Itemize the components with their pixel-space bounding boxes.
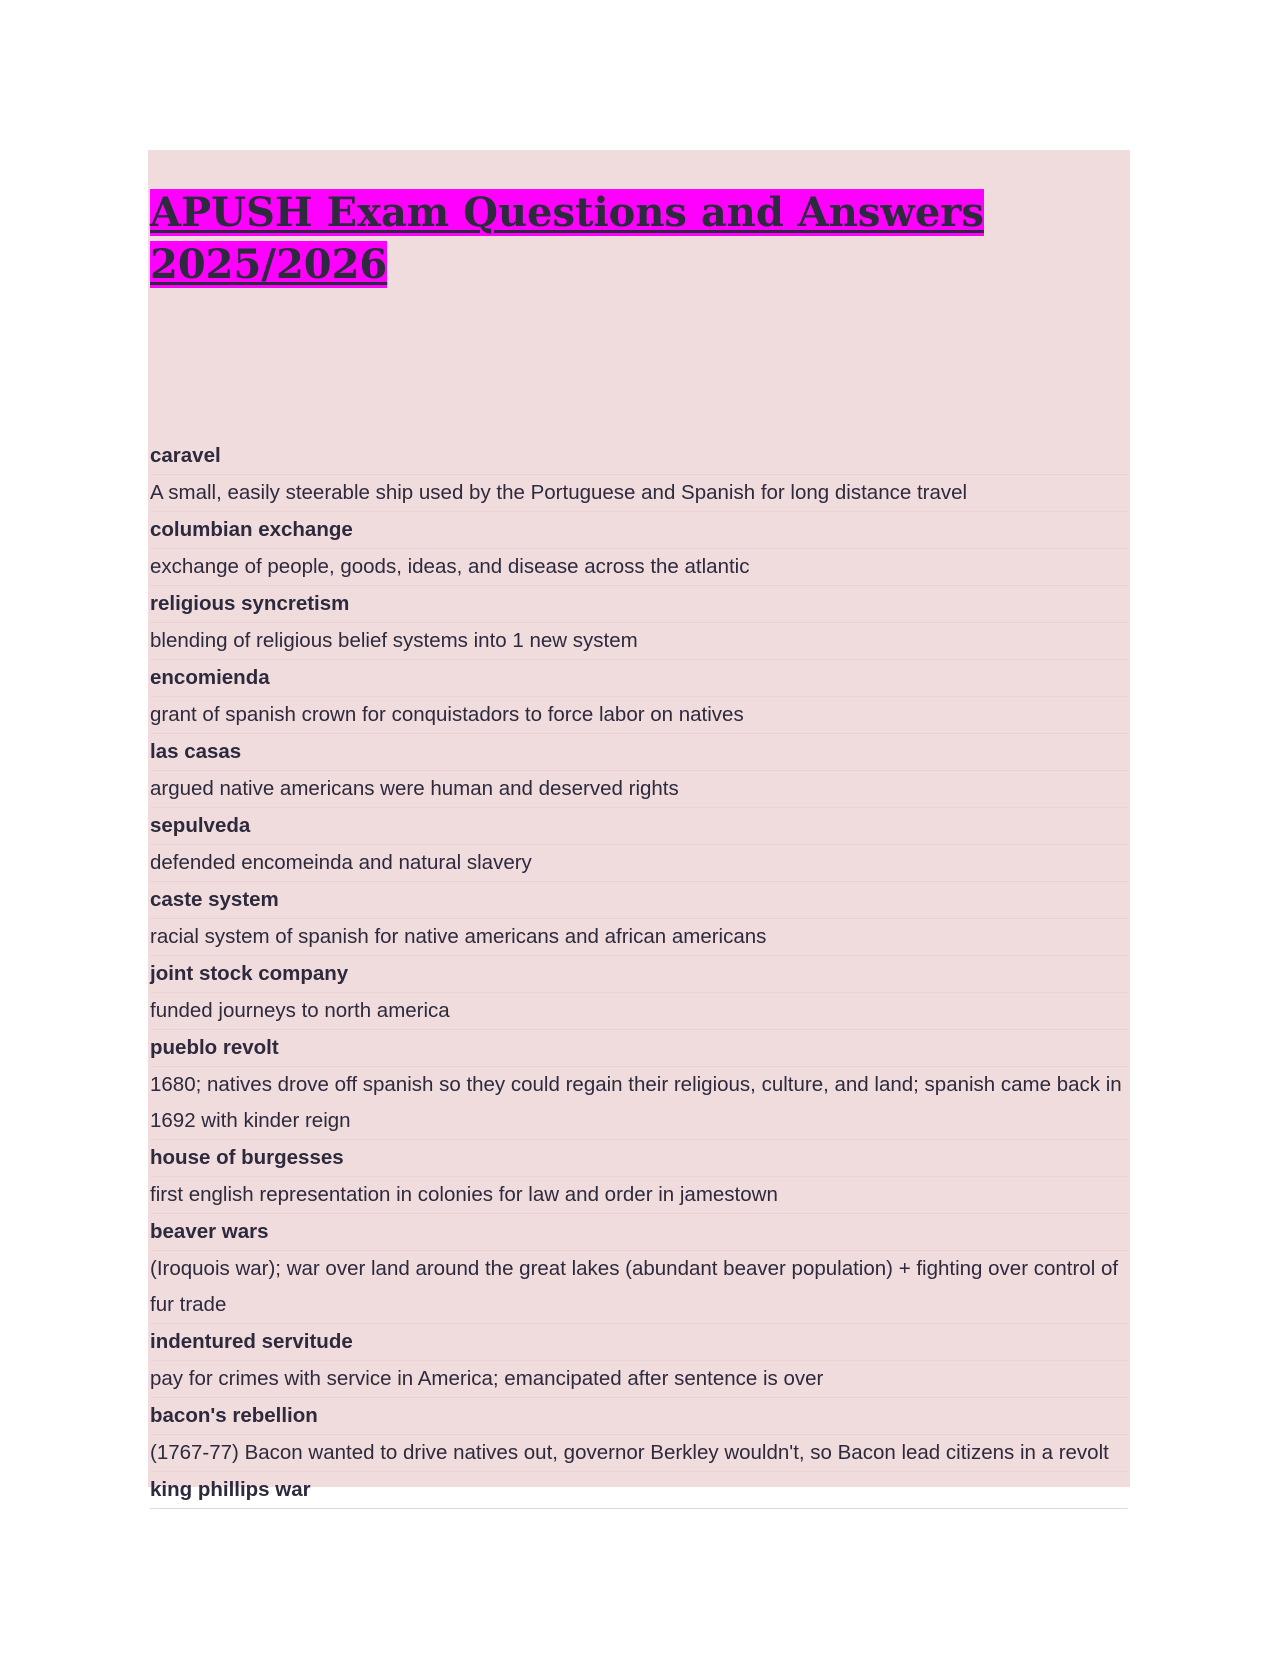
definition: grant of spanish crown for conquistadors to force labor on natives: [150, 697, 1128, 734]
definition: argued native americans were human and deserved rights: [150, 771, 1128, 808]
term: pueblo revolt: [150, 1030, 1128, 1067]
definition: defended encomeinda and natural slavery: [150, 845, 1128, 882]
title-line-1: APUSH Exam Questions and Answers: [150, 189, 984, 236]
term: indentured servitude: [150, 1324, 1128, 1361]
definition: exchange of people, goods, ideas, and disease across the atlantic: [150, 549, 1128, 586]
definition: racial system of spanish for native americans and african americans: [150, 919, 1128, 956]
title-line-2: 2025/2026: [150, 241, 388, 288]
definition: blending of religious belief systems into 1 new system: [150, 623, 1128, 660]
term: religious syncretism: [150, 586, 1128, 623]
definition: A small, easily steerable ship used by the Portuguese and Spanish for long distance travel: [150, 475, 1128, 512]
definition: funded journeys to north america: [150, 993, 1128, 1030]
definition: first english representation in colonies for law and order in jamestown: [150, 1177, 1128, 1214]
term: joint stock company: [150, 956, 1128, 993]
qa-list: [150, 438, 1128, 1509]
term: beaver wars: [150, 1214, 1128, 1251]
term: encomienda: [150, 660, 1128, 697]
term: sepulveda: [150, 808, 1128, 845]
definition: 1680; natives drove off spanish so they could regain their religious, culture, and land; spanish came back in 1692 with kinder reign: [150, 1067, 1128, 1140]
definition: pay for crimes with service in America; emancipated after sentence is over: [150, 1361, 1128, 1398]
term: columbian exchange: [150, 512, 1128, 549]
term: caravel: [150, 438, 1128, 475]
term: las casas: [150, 734, 1128, 771]
definition: (1767-77) Bacon wanted to drive natives out, governor Berkley wouldn't, so Bacon lead citizens in a revolt: [150, 1435, 1128, 1472]
term: bacon's rebellion: [150, 1398, 1128, 1435]
term: house of burgesses: [150, 1140, 1128, 1177]
term: caste system: [150, 882, 1128, 919]
definition: (Iroquois war); war over land around the great lakes (abundant beaver population) + fighting over control of fur trade: [150, 1251, 1128, 1324]
term: king phillips war: [150, 1472, 1128, 1509]
document-panel: [148, 150, 1130, 1501]
document-title: [150, 187, 1050, 291]
